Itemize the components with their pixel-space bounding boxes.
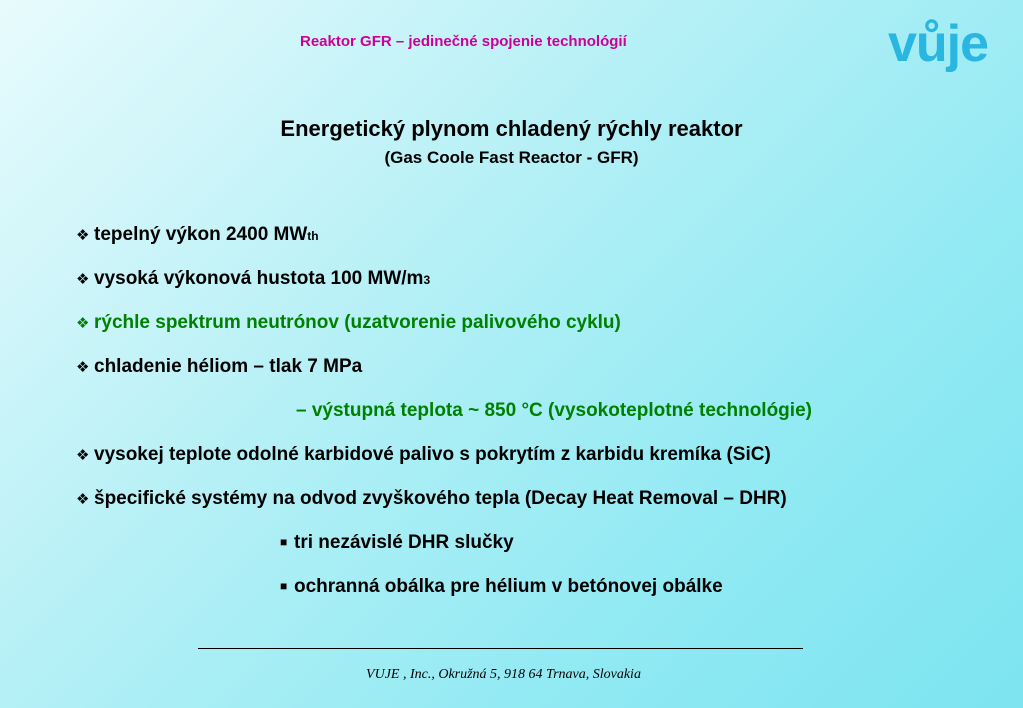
bullet-text: špecifické systémy na odvod zvyškového tepla (Decay Heat Removal – DHR): [94, 488, 787, 509]
sub-bullet-text: tri nezávislé DHR slučky: [294, 532, 514, 553]
diamond-bullet-icon: ❖: [76, 359, 90, 376]
bullet-subscript: th: [307, 229, 319, 243]
diamond-bullet-icon: ❖: [76, 447, 90, 464]
square-bullet-icon: ■: [280, 535, 288, 549]
bullet-text: – výstupná teplota ~ 850 °C (vysokoteplotné technológie): [296, 400, 812, 421]
diamond-bullet-icon: ❖: [76, 491, 90, 508]
bullet-superscript: 3: [423, 273, 431, 287]
bullet-text: vysoká výkonová hustota 100 MW/m: [94, 268, 424, 289]
sub-bullet-helium-envelope: [280, 576, 723, 598]
bullet-thermal-power: [76, 224, 319, 246]
bullet-decay-heat-removal: [76, 488, 787, 510]
sub-bullet-dhr-loops: [280, 532, 514, 554]
header-title: Reaktor GFR – jedinečné spojenie technológií: [300, 33, 627, 50]
square-bullet-icon: ■: [280, 579, 288, 593]
diamond-bullet-icon: ❖: [76, 315, 90, 332]
footer-divider: [198, 648, 803, 649]
diamond-bullet-icon: ❖: [76, 271, 90, 288]
bullet-power-density: [76, 268, 430, 290]
bullet-carbide-fuel: [76, 444, 771, 466]
slide-subtitle: (Gas Coole Fast Reactor - GFR): [384, 148, 639, 167]
footer-address: VUJE , Inc., Okružná 5, 918 64 Trnava, Slovakia: [366, 667, 641, 682]
bullet-helium-cooling: [76, 356, 362, 378]
vuje-logo: vůje: [888, 15, 989, 73]
bullet-text: vysokej teplote odolné karbidové palivo s pokrytím z karbidu kremíka (SiC): [94, 444, 771, 465]
bullet-text: rýchle spektrum neutrónov (uzatvorenie palivového cyklu): [94, 312, 621, 333]
bullet-text: tepelný výkon 2400 MW: [94, 224, 308, 245]
bullet-fast-spectrum: [76, 312, 621, 334]
slide-title: Energetický plynom chladený rýchly reaktor: [280, 116, 743, 141]
outlet-temperature-line: [296, 400, 812, 422]
diamond-bullet-icon: ❖: [76, 227, 90, 244]
bullet-text: chladenie héliom – tlak 7 MPa: [94, 356, 363, 377]
sub-bullet-text: ochranná obálka pre hélium v betónovej obálke: [294, 576, 723, 597]
